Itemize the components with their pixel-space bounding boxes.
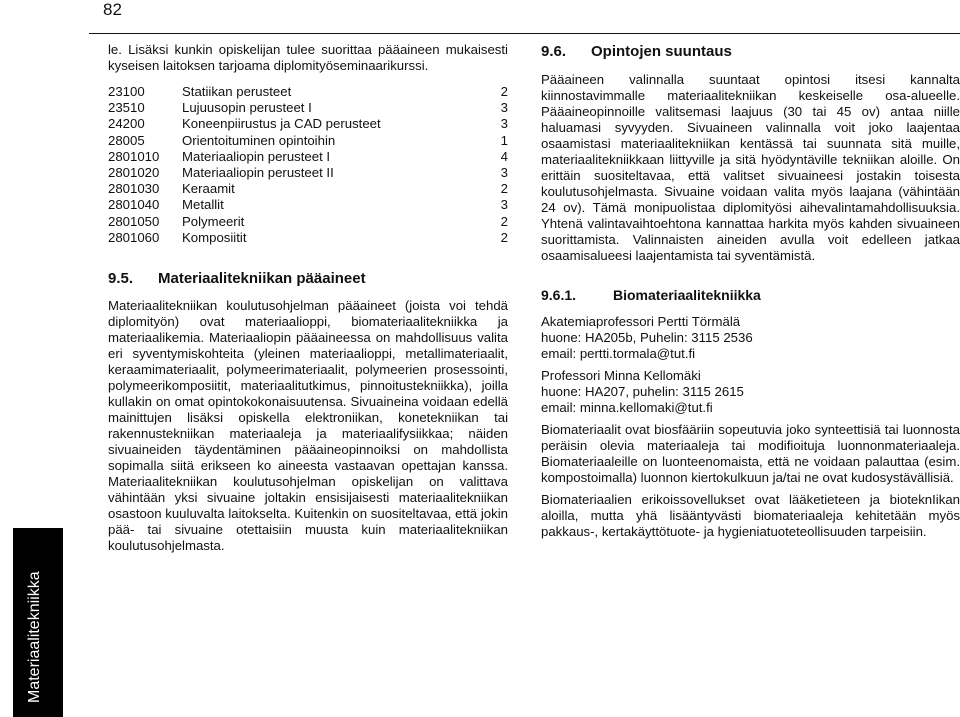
header-rule [89,33,960,34]
section-9-5-paragraph: Materiaalitekniikan koulutusohjelman pääaineet (joista voi tehdä diplomityön) ovat materiaalioppi, biomateriaalitekniikka ja materiaalikemia. Materiaaliopin pääaineessa on mahdollisuus valita eri syventymiskohteita (yleinen materiaalioppi, metallimateriaalit, keraamimateriaalit, polymeerimateriaalit, polymeerien prosessointi, polymeerikomposiitit, materiaalitutkimus, pinnoitustekniikka), joilla kullakin on omat opintokokonaisuutensa. Sivuaineina voidaan edellä mainittujen lisäksi opiskella elektroniikan, konetekniikan tai rakennustekniikan materiaaleja ja materiaalifysiikkaa; näiden sivuaineiden täydentäminen pääaineopinnoiksi on mahdollista sopimalla siitä erikseen ko aineesta vastaavan opettajan kanssa. Materiaalitekniikan koulutusohjelman opiskelijan on valittava vähintään yksi sivuaine joltakin ensisijaisesti materiaalitekniikan osastoon kuuluvalta laitokselta. Kuitenkin on suositeltavaa, että jokin pää- tai sivuaine otettaisiin muusta kuin materiaalitekniikan koulutusohjelmasta. [108,297,508,553]
course-credits: 2 [500,84,508,99]
course-name: Koneenpiirustus ja CAD perusteet [182,116,381,132]
course-code: 23100 [108,84,145,99]
table-row [108,133,508,149]
course-code: 2801020 [108,164,160,180]
course-credits: 3 [500,197,508,213]
course-credits: 3 [500,100,508,116]
course-code: 2801050 [108,213,160,229]
course-code: 24200 [108,116,145,132]
section-9-6-paragraph: Pääaineen valinnalla suuntaat opintosi itsesi kannalta kiinnostavimmalle materiaalitekniikan keskeiselle osa-alueelle. Pääaineopinnoille valitsemasi laajuus (30 tai 45 ov) antaa niille haluamasi syvyyden. Sivuaineen valinnalla voit joko laajentaa osaamistasi materiaalitekniikan kentässä tai suunnata sitä muille, materiaalitekniikkaan liittyville ja sitä hyödyntäville tekniikan aloille. On erittäin suositeltavaa, että valitset sivuaineesi jostakin toisesta koulutusohjelmasta. Sivuaine voidaan valita myös laajana (vähintään 24 ov). Tämä monipuolistaa diplomityösi aihevalintamahdollisuuksia. Yhtenä valintavaihtoehtona kannattaa harkita myös kahden sivuaineen suorittamista. Valinnaisten aineiden avulla voit edelleen jatkaa osaamisalueesi laajentamista tai syventämistä. [541,72,960,263]
section-heading-9-5 [108,269,508,289]
left-column [108,42,508,554]
course-name: Lujuusopin perusteet I [182,100,312,116]
course-name: Statiikan perusteet [182,84,292,99]
contact-email[interactable]: email: pertti.tormala@tut.fi [541,346,696,361]
section-9-6-1-paragraph-2: Biomateriaalien erikoissovellukset ovat lääketieteen ja bioteknIikan aloilla, mutta yhä lisääntyvästi biomateriaaleja kehitetään myös pakkaus-, kertakäyttötuote- ja hygieniatuoteteollisuuden tarpeisiin. [541,492,960,539]
section-9-6-1-paragraph: Biomateriaalit ovat biosfääriin sopeutuvia joko synteettisiä tai luonnosta peräisin olevia materiaaleja tai modifioituja luonnonmateriaaleja. Biomateriaaleille on luonteenomaista, että ne voidaan palauttaa (esim. kompostoimalla) luonnon kiertokulkuun ja/tai ne ovat kudosystävällisiä. [541,422,960,485]
table-row [108,230,508,246]
course-name: Metallit [182,197,224,213]
contact-name: Professori Minna Kellomäki [541,368,701,383]
course-name: Polymeerit [182,213,245,229]
course-credits: 2 [500,213,508,229]
table-row [108,100,508,116]
course-code: 2801040 [108,197,160,213]
table-row [108,214,508,230]
section-heading-9-6-1 [541,286,960,304]
course-name: Orientoituminen opintoihin [182,132,336,148]
course-name: Keraamit [182,181,235,197]
course-credits: 3 [500,164,508,180]
table-row [108,181,508,197]
table-row [108,197,508,213]
contact-block [541,314,960,362]
section-number: 9.6.1. [541,287,577,303]
contact-name: Akatemiaprofessori Pertti Törmälä [541,314,741,329]
course-name: Materiaaliopin perusteet II [182,164,334,180]
course-credits: 1 [500,132,508,148]
table-row [108,84,508,100]
section-number: 9.6. [541,43,567,60]
contact-room: huone: HA205b, Puhelin: 3115 2536 [541,330,753,345]
course-name: Materiaaliopin perusteet I [182,148,331,164]
section-heading-9-6 [541,42,960,62]
course-credits: 4 [500,148,508,164]
table-row [108,165,508,181]
course-credits: 2 [500,181,508,197]
section-title: Materiaalitekniikan pääaineet [158,269,366,287]
course-code: 2801060 [108,229,160,245]
section-number: 9.5. [108,269,134,287]
course-code: 2801010 [108,148,160,164]
page-number: 82 [103,0,122,19]
course-code: 2801030 [108,181,160,197]
course-credits: 2 [500,229,508,245]
contact-block [541,368,960,416]
section-title: Biomateriaalitekniikka [613,287,761,303]
table-row [108,149,508,165]
right-column [541,42,960,540]
table-row [108,116,508,132]
intro-paragraph: le. Lisäksi kunkin opiskelijan tulee suorittaa pääaineen mukaisesti kyseisen laitoksen tarjoama diplomityöseminaarikurssi. [108,42,508,73]
contact-email[interactable]: email: minna.kellomaki@tut.fi [541,400,713,415]
course-credits: 3 [500,116,508,132]
course-name: Komposiitit [182,229,247,245]
course-code: 23510 [108,100,145,116]
course-table [108,84,508,246]
section-title: Opintojen suuntaus [591,43,732,60]
course-code: 28005 [108,132,145,148]
side-tab-label: Materiaalitekniikka [26,571,43,703]
contact-room: huone: HA207, puhelin: 3115 2615 [541,384,744,399]
